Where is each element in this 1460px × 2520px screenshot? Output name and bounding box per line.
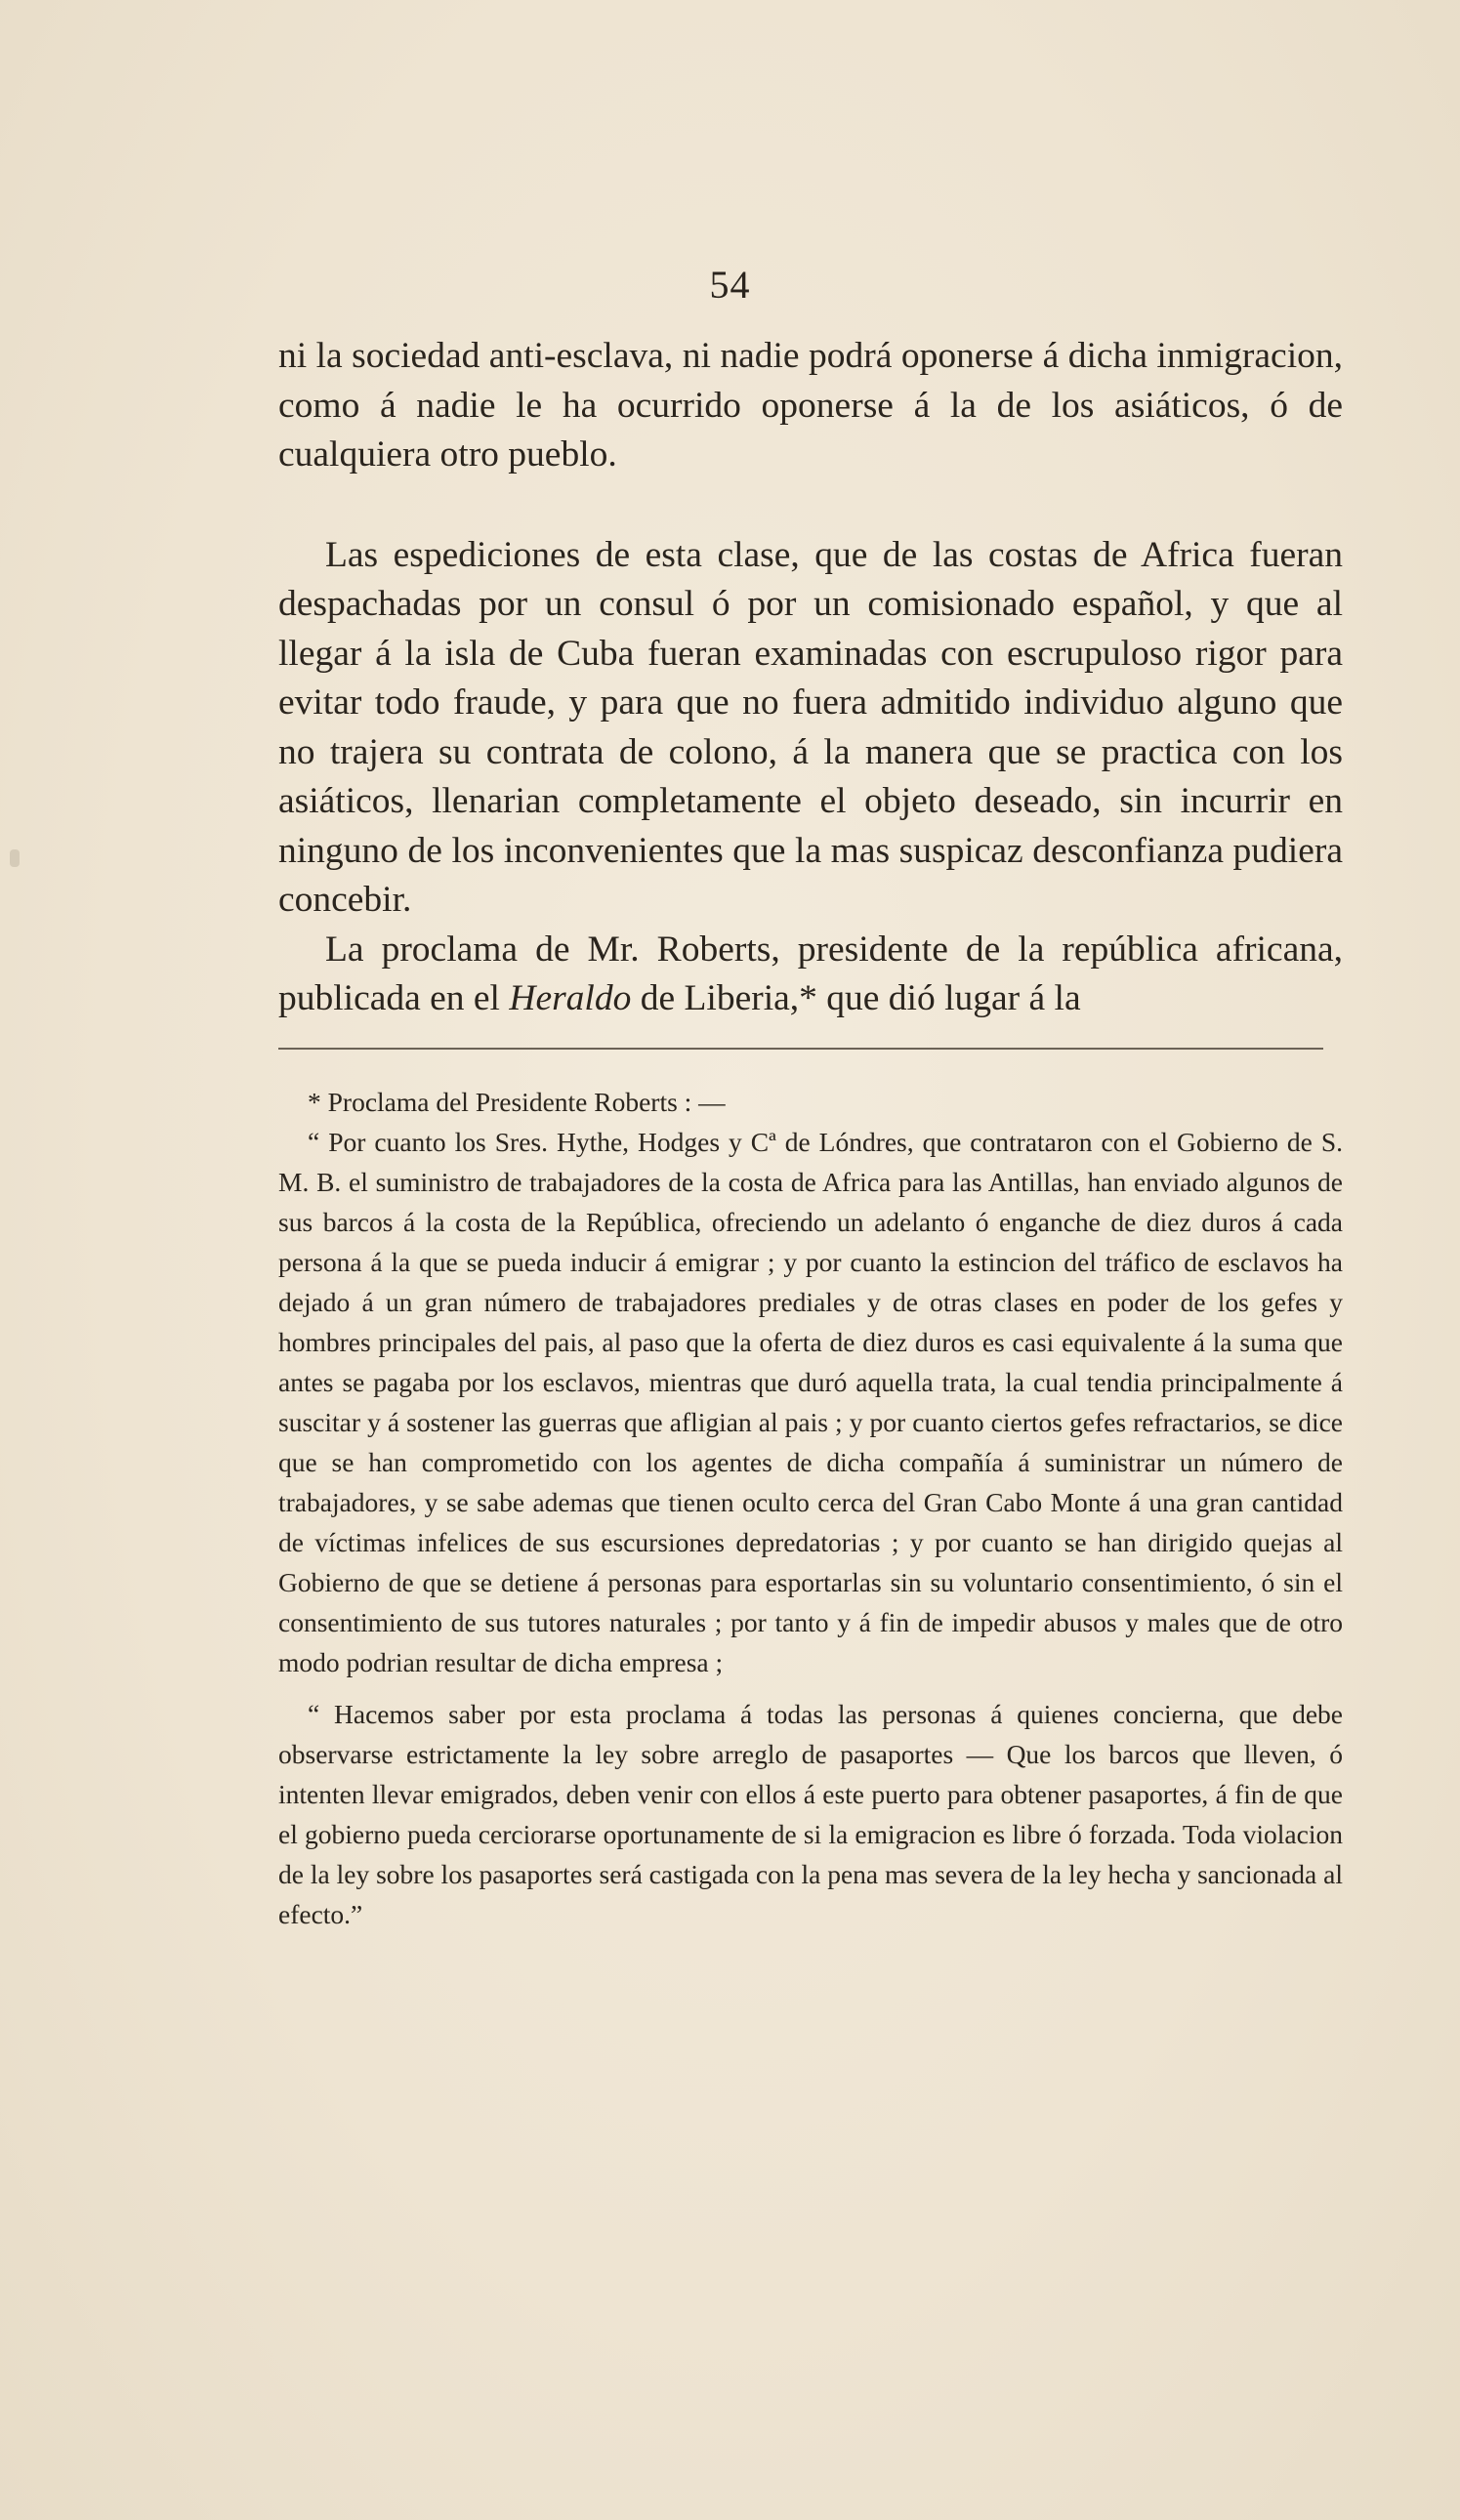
paragraph-proclamation-start: La proclama de Mr. Roberts, presidente de la república africana, publicada en el xyxy=(278,929,1343,1018)
footnote xyxy=(278,1082,1343,1934)
page-number: 54 xyxy=(709,263,751,307)
paragraph-expeditions: Las espediciones de esta clase, que de las costas de Africa fueran despachadas por un consul ó por un comisionado español, y que al llegar á la isla de Cuba fueran examinadas con escrupuloso rigor para evitar todo fraude, y para que no fuera admitido individuo alguno que no trajera su contrata de colono, á la manera que se practica con los asiáticos, llenarian completamente el objeto deseado, sin incurrir en ninguno de los inconvenientes que la mas suspicaz desconfianza pudiera concebir. xyxy=(278,534,1343,920)
footnote-heading: * Proclama del Presidente Roberts : — xyxy=(308,1087,726,1117)
paragraph-proclamation xyxy=(278,926,1343,1024)
paragraph-continuation: ni la sociedad anti-esclava, ni nadie podrá oponerse á dicha inmigracion, como á nadie le ha ocurrido oponerse á la de los asiáticos, ó de cualquiera otro pueblo. xyxy=(278,336,1343,475)
newspaper-title: Heraldo xyxy=(509,978,632,1018)
footnote-paragraph-1: “ Por cuanto los Sres. Hythe, Hodges y Cª de Lóndres, que contrataron con el Gobierno de S. M. B. el suministro de trabajadores de la costa de Africa para las Antillas, han enviado algunos de sus barcos á la costa de la República, ofreciendo un adelanto ó enganche de diez duros á cada persona á la que se pueda inducir á emigrar ; y por cuanto la estincion del tráfico de esclavos ha dejado á un gran número de trabajadores prediales y de otras clases en poder de los gefes y hombres principales del pais, al paso que la oferta de diez duros es casi equivalente á la suma que antes se pagaba por los esclavos, mientras que duró aquella trata, la cual tendia principalmente á suscitar y á sostener las guerras que afligian al pais ; y por cuanto ciertos gefes refractarios, se dice que se han comprometido con los agentes de dicha compañía á suministrar un número de trabajadores, y se sabe ademas que tienen oculto cerca del Gran Cabo Monte á una gran cantidad de víctimas infelices de sus escursiones depredatorias ; y por cuanto se han dirigido quejas al Gobierno de que se detiene á personas para esportarlas sin su voluntario consentimiento, ó sin el consentimiento de sus tutores naturales ; por tanto y á fin de impedir abusos y males que de otro modo podrian resultar de dicha empresa ; xyxy=(278,1127,1343,1677)
footnote-divider xyxy=(278,1048,1323,1050)
paragraph-proclamation-end: de Liberia,* que dió lugar á la xyxy=(640,978,1081,1018)
main-text xyxy=(278,332,1343,1024)
paper-blemish xyxy=(10,849,20,867)
footnote-paragraph-2: “ Hacemos saber por esta proclama á todas las personas á quienes concierna, que debe observarse estrictamente la ley sobre arreglo de pasaportes — Que los barcos que lleven, ó intenten llevar emigrados, deben venir con ellos á este puerto para obtener pasaportes, á fin de que el gobierno pueda cerciorarse oportunamente de si la emigracion es libre ó forzada. Toda violacion de la ley sobre los pasaportes será castigada con la pena mas severa de la ley hecha y sancionada al efecto.” xyxy=(278,1699,1343,1929)
